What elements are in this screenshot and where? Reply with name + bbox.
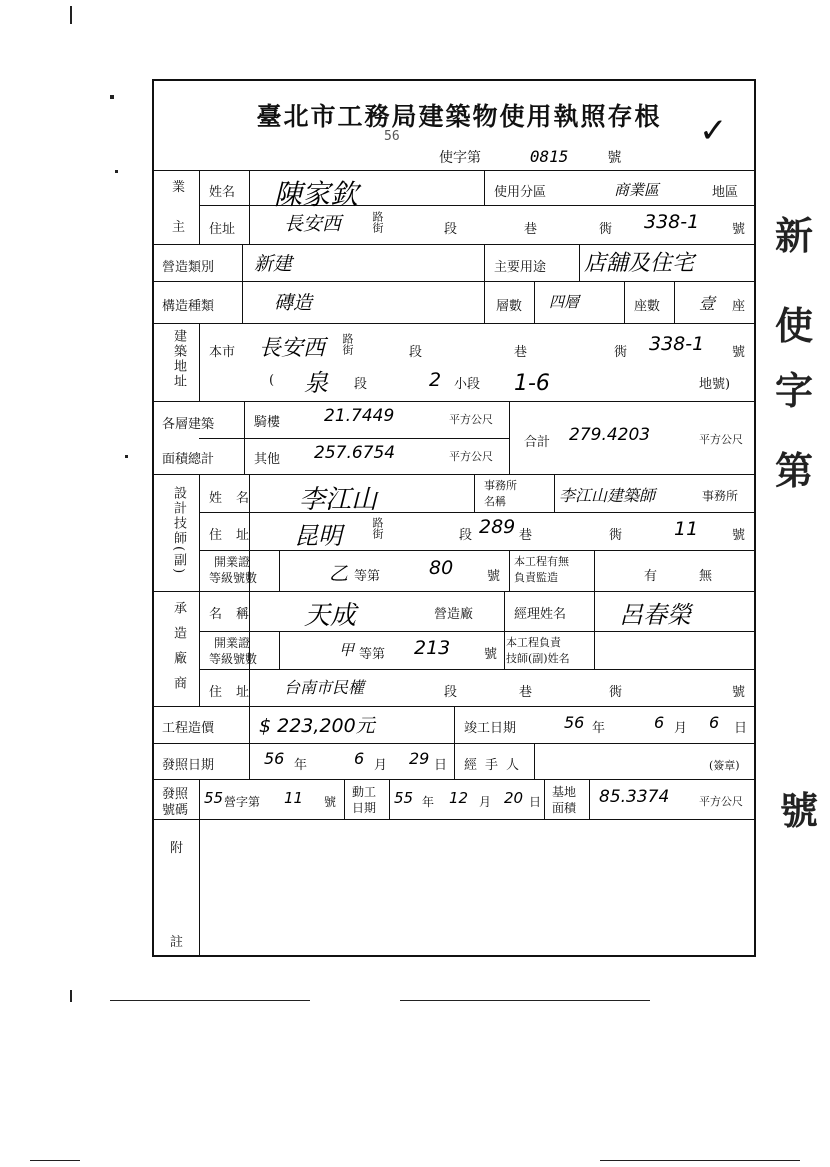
permit-number-line <box>439 147 621 167</box>
construction-type-value: 新建 <box>254 253 293 275</box>
cost-value: $ 223,200元 <box>259 715 375 737</box>
zone-value: 商業區 <box>614 181 660 199</box>
sub-section-label: 小段 <box>454 377 481 392</box>
owner-address-label: 住址 <box>209 222 236 237</box>
contractor-license-grade: 甲 <box>339 641 355 659</box>
form-title: 臺北市工務局建築物使用執照存根 <box>256 102 662 131</box>
permit-no-label-1: 發照 <box>162 787 189 802</box>
margin-mark-2: 使 <box>775 303 814 348</box>
architect-section-value: 289 <box>479 516 516 538</box>
floors-value: 四層 <box>549 293 580 311</box>
construction-type-label: 營造類別 <box>162 260 215 275</box>
land-section-label: 段 <box>354 377 368 392</box>
floors-label: 層數 <box>496 299 523 314</box>
main-use-label: 主要用途 <box>494 260 547 275</box>
architect-no: 號 <box>732 528 746 543</box>
owner-address-value: 長安西 <box>284 213 342 235</box>
notes-label-top: 附 <box>170 841 184 856</box>
other-unit: 平方公尺 <box>449 450 493 463</box>
supervise-label-1: 本工程有無 <box>514 555 569 568</box>
permit-form <box>152 79 756 957</box>
architect-license-number: 80 <box>429 557 454 579</box>
base-label-2: 面積 <box>552 801 577 815</box>
architect-license-no: 號 <box>487 569 501 584</box>
contractor-group-label: 承造廠商 <box>171 601 186 701</box>
permit-number: 0815 <box>529 147 569 166</box>
total-unit: 平方公尺 <box>699 433 743 446</box>
owner-group-label: 業 <box>172 180 188 195</box>
contractor-name-suffix: 營造廠 <box>434 607 474 622</box>
owner-name-label: 姓名 <box>209 185 236 200</box>
contractor-no: 號 <box>732 685 746 700</box>
stamp-number: 56 <box>384 129 400 144</box>
owner-address-number: 338-1 <box>644 211 700 233</box>
main-use-value: 店舖及住宅 <box>584 251 695 276</box>
arcade-unit: 平方公尺 <box>449 413 493 426</box>
sign-label: (簽章) <box>709 759 740 772</box>
issue-month-unit: 月 <box>374 758 388 773</box>
architect-group-label: 設計技師(副) <box>171 486 186 576</box>
architect-license-label-1: 開業證 <box>214 555 251 569</box>
contractor-name-label: 名稱 <box>209 607 264 622</box>
office-label-1: 事務所 <box>484 479 517 492</box>
contractor-license-label-2: 等級號數 <box>209 652 258 666</box>
office-suffix: 事務所 <box>702 489 739 503</box>
complete-day: 6 <box>709 713 720 732</box>
handler-label: 經手人 <box>464 758 528 773</box>
architect-name-value: 李江山 <box>299 485 378 515</box>
other-label: 其他 <box>254 452 281 467</box>
margin-mark-1: 新 <box>775 213 814 258</box>
architect-alley-value: 11 <box>674 518 699 540</box>
start-label-1: 動工 <box>352 785 377 799</box>
start-month: 12 <box>449 789 469 807</box>
total-label: 合計 <box>524 435 551 450</box>
architect-license-grade: 乙 <box>329 563 349 585</box>
land-section-value: 泉 <box>304 369 328 397</box>
contractor-license-mid: 等第 <box>359 647 386 662</box>
owner-address-no: 號 <box>732 222 746 237</box>
issue-label: 發照日期 <box>162 758 215 773</box>
contractor-section: 段 <box>444 685 458 700</box>
manager-label: 經理姓名 <box>514 607 567 622</box>
permit-suffix: 號 <box>607 150 622 166</box>
tech-label-2: 技師(副)姓名 <box>506 652 570 665</box>
lot-value: 1-6 <box>514 371 550 396</box>
owner-group-label-2: 主 <box>172 220 188 235</box>
owner-address-road: 路街 <box>371 211 384 233</box>
arcade-label: 騎樓 <box>254 415 281 430</box>
start-day-unit: 日 <box>529 795 542 809</box>
contractor-alley: 衖 <box>609 685 623 700</box>
base-label-1: 基地 <box>552 785 577 799</box>
lot-suffix: 地號) <box>699 377 731 392</box>
site-group-label: 建築地址 <box>171 329 186 389</box>
complete-year: 56 <box>564 713 585 732</box>
architect-alley: 衖 <box>609 528 623 543</box>
site-street-value: 長安西 <box>259 336 326 361</box>
zone-label: 使用分區 <box>494 185 547 200</box>
site-alley: 衖 <box>614 345 628 360</box>
issue-month: 6 <box>354 749 365 768</box>
owner-name-value: 陳家欽 <box>274 178 359 211</box>
manager-value: 呂春榮 <box>619 601 691 629</box>
issue-year-unit: 年 <box>294 758 308 773</box>
issue-day: 29 <box>409 749 430 768</box>
supervise-label-2: 負責監造 <box>514 571 558 584</box>
check-mark: ✓ <box>699 111 728 151</box>
architect-section: 段 <box>459 528 473 543</box>
cost-label: 工程造價 <box>162 721 215 736</box>
total-value: 279.4203 <box>569 425 651 445</box>
office-label-2: 名稱 <box>484 495 506 508</box>
margin-mark-3: 字 <box>775 368 814 413</box>
start-year: 55 <box>394 789 414 807</box>
contractor-license-label-1: 開業證 <box>214 636 251 650</box>
architect-license-label-2: 等級號數 <box>209 571 258 585</box>
architect-license-mid: 等第 <box>354 569 381 584</box>
complete-label: 竣工日期 <box>464 721 517 736</box>
architect-address-value: 昆明 <box>294 522 342 550</box>
contractor-license-number: 213 <box>414 637 451 659</box>
architect-road: 路街 <box>371 517 384 539</box>
permit-text: 營字第 <box>224 795 261 809</box>
structure-value: 磚造 <box>274 292 313 314</box>
permit-number-value: 11 <box>284 789 304 807</box>
tech-label-1: 本工程負責 <box>506 636 561 649</box>
supervise-yes: 有 <box>644 569 658 584</box>
issue-year: 56 <box>264 749 285 768</box>
permit-prefix: 使字第 <box>439 150 481 166</box>
site-road: 路街 <box>341 333 354 355</box>
office-value: 李江山建築師 <box>559 486 656 505</box>
permit-year: 55 <box>204 789 224 807</box>
owner-address-alley: 衖 <box>599 222 613 237</box>
notes-label-bottom: 註 <box>170 935 184 950</box>
architect-name-label: 姓名 <box>209 491 264 506</box>
architect-address-label: 住址 <box>209 528 264 543</box>
buildings-label: 座數 <box>634 299 661 314</box>
contractor-lane: 巷 <box>519 685 533 700</box>
start-day: 20 <box>504 789 524 807</box>
contractor-name-value: 天成 <box>304 601 357 631</box>
site-number: 338-1 <box>649 333 705 355</box>
buildings-suffix: 座 <box>732 299 746 314</box>
site-city-label: 本市 <box>209 345 236 360</box>
margin-mark-5: 號 <box>780 788 819 833</box>
owner-address-lane: 巷 <box>524 222 538 237</box>
complete-month: 6 <box>654 713 665 732</box>
site-lane: 巷 <box>514 345 528 360</box>
base-value: 85.3374 <box>599 787 670 807</box>
start-year-unit: 年 <box>422 795 435 809</box>
other-value: 257.6754 <box>314 443 396 463</box>
area-label-2: 面積總計 <box>162 452 215 467</box>
sub-section-value: 2 <box>429 369 442 391</box>
supervise-no: 無 <box>699 569 713 584</box>
contractor-address-value: 台南市民權 <box>284 678 365 697</box>
site-section: 段 <box>409 345 423 360</box>
structure-label: 構造種類 <box>162 299 215 314</box>
margin-mark-4: 第 <box>775 448 814 493</box>
complete-month-unit: 月 <box>674 721 688 736</box>
issue-day-unit: 日 <box>434 758 448 773</box>
architect-lane: 巷 <box>519 528 533 543</box>
buildings-value: 壹 <box>699 294 716 313</box>
permit-no-suffix: 號 <box>324 795 337 809</box>
permit-no-label-2: 號碼 <box>162 803 189 818</box>
zone-suffix: 地區 <box>712 185 739 200</box>
area-label-1: 各層建築 <box>162 417 215 432</box>
contractor-address-label: 住址 <box>209 685 264 700</box>
complete-day-unit: 日 <box>734 721 748 736</box>
start-label-2: 日期 <box>352 801 377 815</box>
start-month-unit: 月 <box>479 795 492 809</box>
site-no: 號 <box>732 345 746 360</box>
contractor-license-no: 號 <box>484 647 498 662</box>
base-unit: 平方公尺 <box>699 795 743 808</box>
owner-address-section: 段 <box>444 222 458 237</box>
site-paren-open: ( <box>269 373 275 388</box>
arcade-value: 21.7449 <box>324 406 395 426</box>
complete-year-unit: 年 <box>592 721 606 736</box>
